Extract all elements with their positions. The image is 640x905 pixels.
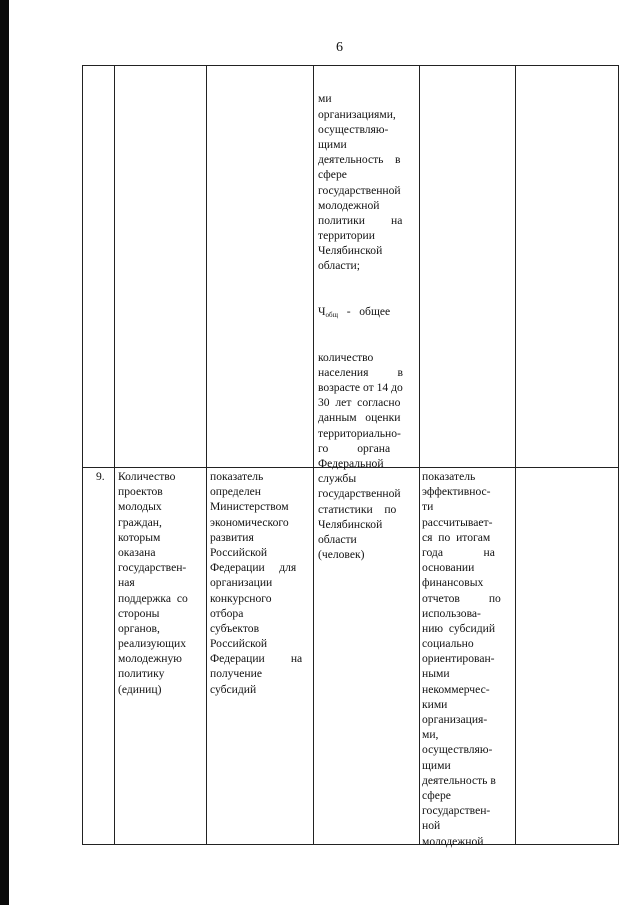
cell-text-line: отбора bbox=[210, 606, 244, 620]
cell-text-line: Федерации для bbox=[210, 561, 297, 575]
cell-text-line: нию субсидий bbox=[422, 621, 496, 635]
cell-text-line: осуществляю- bbox=[422, 743, 493, 757]
cell-text-line: которым bbox=[118, 530, 161, 544]
indicator-table bbox=[82, 65, 619, 848]
cell-text-line: реализующих bbox=[118, 637, 187, 651]
cell-text-line: отчетов по bbox=[422, 591, 501, 605]
indicator-name-cell bbox=[118, 469, 204, 697]
cell-text-line: государственной bbox=[318, 183, 401, 197]
cell-text-line: показатель bbox=[422, 470, 476, 483]
cell-text-line: организация- bbox=[422, 713, 488, 726]
cell-text-line: ми, bbox=[422, 728, 439, 742]
cell-text-line: развития bbox=[210, 530, 254, 544]
cell-text-line: определен bbox=[210, 485, 261, 499]
cell-text-line: ти bbox=[422, 500, 434, 514]
formula-variable-definition: - общее bbox=[338, 305, 391, 319]
cell-text-line: политику bbox=[118, 667, 165, 681]
column-border-5 bbox=[515, 65, 516, 845]
cell-text-line: социально bbox=[422, 637, 474, 651]
cell-text-line: области; bbox=[318, 259, 360, 273]
cell-text-line: (человек) bbox=[318, 548, 365, 562]
cell-text-line: ми bbox=[318, 92, 332, 106]
continuation-formula-cell bbox=[318, 61, 416, 593]
formula-description-part1 bbox=[318, 91, 416, 273]
cell-text-line: получение bbox=[210, 667, 262, 681]
page-number: 6 bbox=[336, 40, 343, 55]
cell-text-line: сфере bbox=[318, 168, 347, 182]
cell-text-line: показатель bbox=[210, 470, 264, 483]
cell-text-line: количество bbox=[318, 350, 374, 364]
formula-variable-line bbox=[318, 304, 416, 319]
cell-text-line: субсидий bbox=[210, 682, 257, 696]
cell-text-line: Федерации на bbox=[210, 652, 303, 666]
cell-text-line: Министерством bbox=[210, 500, 289, 514]
formula-variable: Ч bbox=[318, 305, 326, 319]
cell-text-line: организации bbox=[210, 576, 273, 590]
indicator-source-cell bbox=[210, 469, 310, 697]
cell-text-line: Челябинской bbox=[318, 517, 383, 531]
cell-text-line: основании bbox=[422, 561, 475, 575]
cell-text-line: использова- bbox=[422, 606, 481, 620]
formula-description-part2 bbox=[318, 350, 416, 563]
column-border-right bbox=[618, 65, 619, 845]
cell-text-line: организациями, bbox=[318, 107, 396, 121]
cell-text-line: молодежную bbox=[118, 652, 182, 666]
cell-text-line: щими bbox=[318, 137, 347, 151]
cell-text-line: молодежной bbox=[422, 834, 484, 848]
cell-text-line: проектов bbox=[118, 485, 163, 499]
cell-text-line: некоммерчес- bbox=[422, 682, 490, 696]
cell-text-line: ориентирован- bbox=[422, 652, 495, 666]
cell-text-line: ной bbox=[422, 819, 441, 833]
cell-text-line: субъектов bbox=[210, 621, 260, 635]
cell-text-line: кими bbox=[422, 697, 448, 711]
cell-text-line: экономического bbox=[210, 515, 289, 529]
cell-text-line: молодежной bbox=[318, 198, 380, 212]
cell-text-line: го органа bbox=[318, 441, 391, 455]
cell-text-line: года на bbox=[422, 545, 495, 559]
cell-text-line: эффективнос- bbox=[422, 485, 491, 499]
scan-edge bbox=[0, 0, 9, 905]
cell-text-line: граждан, bbox=[118, 515, 162, 529]
cell-text-line: 30 лет согласно bbox=[318, 396, 401, 410]
column-border-4 bbox=[419, 65, 420, 845]
cell-text-line: рассчитывает- bbox=[422, 515, 493, 529]
cell-text-line: территории bbox=[318, 229, 375, 243]
cell-text-line: населения в bbox=[318, 365, 403, 379]
cell-text-line: политики на bbox=[318, 213, 403, 227]
cell-text-line: деятельность в bbox=[422, 773, 496, 787]
cell-text-line: конкурсного bbox=[210, 591, 272, 605]
cell-text-line: возрасте от 14 до bbox=[318, 381, 403, 395]
cell-text-line: Российской bbox=[210, 637, 268, 651]
cell-text-line: сфере bbox=[422, 788, 451, 802]
cell-text-line: органов, bbox=[118, 621, 160, 635]
cell-text-line: Челябинской bbox=[318, 244, 383, 258]
cell-text-line: службы bbox=[318, 472, 357, 486]
cell-text-line: Федеральной bbox=[318, 456, 384, 470]
cell-text-line: осуществляю- bbox=[318, 122, 389, 136]
column-border-left bbox=[82, 65, 83, 845]
cell-text-line: ными bbox=[422, 667, 450, 681]
cell-text-line: статистики по bbox=[318, 502, 397, 516]
indicator-method-cell bbox=[422, 469, 512, 849]
column-border-2 bbox=[206, 65, 207, 845]
cell-text-line: молодых bbox=[118, 500, 162, 514]
cell-text-line: финансовых bbox=[422, 576, 484, 590]
cell-text-line: деятельность в bbox=[318, 153, 401, 167]
cell-text-line: Российской bbox=[210, 545, 268, 559]
cell-text-line: ная bbox=[118, 576, 135, 590]
cell-text-line: ся по итогам bbox=[422, 530, 491, 544]
cell-text-line: государственной bbox=[318, 487, 401, 501]
cell-text-line: области bbox=[318, 532, 357, 546]
column-border-1 bbox=[114, 65, 115, 845]
cell-text-line: данным оценки bbox=[318, 411, 401, 425]
table-bottom-border bbox=[82, 844, 619, 845]
cell-text-line: поддержка со bbox=[118, 591, 188, 605]
column-border-3 bbox=[313, 65, 314, 845]
cell-text-line: стороны bbox=[118, 606, 160, 620]
formula-variable-subscript: общ bbox=[325, 311, 338, 320]
cell-text-line: (единиц) bbox=[118, 682, 162, 696]
cell-text-line: щими bbox=[422, 758, 451, 772]
cell-text-line: оказана bbox=[118, 545, 156, 559]
cell-text-line: государствен- bbox=[422, 804, 491, 818]
cell-text-line: Количество bbox=[118, 470, 176, 483]
cell-text-line: территориально- bbox=[318, 426, 401, 440]
row-number: 9. bbox=[96, 470, 105, 483]
cell-text-line: государствен- bbox=[118, 561, 187, 575]
